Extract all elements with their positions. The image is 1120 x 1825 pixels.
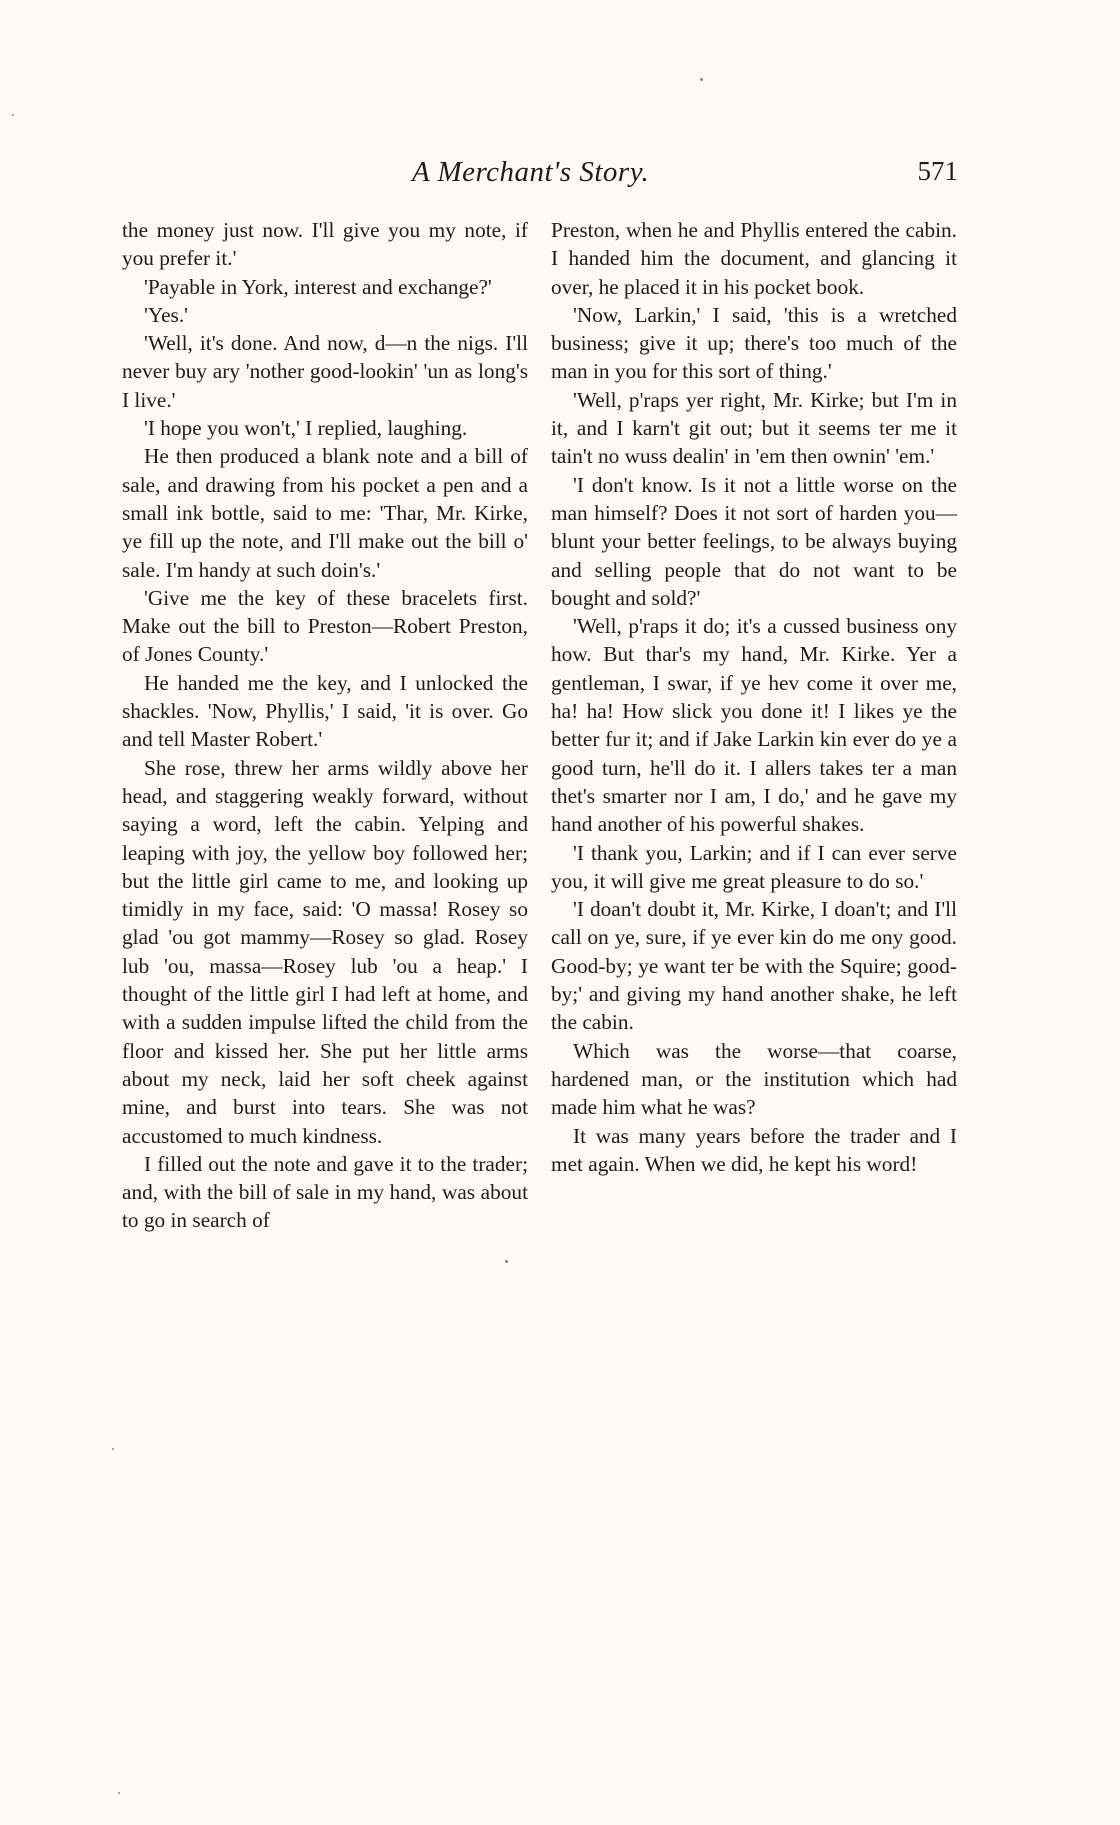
- running-head: [122, 156, 958, 196]
- paragraph: 'Well, it's done. And now, d—n the nigs. I'll never buy ary 'nother good-lookin' 'un as long's I live.': [122, 331, 528, 412]
- paragraph: 'Payable in York, interest and exchange?': [144, 274, 492, 299]
- paragraph: 'I don't know. Is it not a little worse on the man himself? Does it not sort of harden you—blunt your better feelings, to be always buying and selling people that do not want to be bought and sold?': [551, 472, 957, 610]
- right-column: [551, 216, 957, 1178]
- paragraph: He then produced a blank note and a bill of sale, and drawing from his pocket a pen and a small ink bottle, said to me: 'Thar, Mr. Kirke, ye fill up the note, and I'll make out the bill o' sale. I'm handy at such doin's.': [122, 444, 528, 582]
- paragraph: 'Well, p'raps yer right, Mr. Kirke; but I'm in it, and I karn't git out; but it seems ter me it tain't no wuss dealin' in 'em then ownin' 'em.': [551, 387, 957, 469]
- paragraph: 'I hope you won't,' I replied, laughing.: [144, 416, 468, 441]
- left-column: [122, 216, 528, 1235]
- paragraph: He handed me the key, and I unlocked the shackles. 'Now, Phyllis,' I said, 'it is over. Go and tell Master Robert.': [122, 670, 528, 752]
- paragraph: 'Give me the key of these bracelets first. Make out the bill to Preston—Robert Preston, of Jones County.': [122, 585, 528, 667]
- paragraph: 'Now, Larkin,' I said, 'this is a wretched business; give it up; there's too much of the man in you for this sort of thing.': [551, 302, 957, 384]
- page-number: 571: [917, 156, 958, 186]
- paragraph: the money just now. I'll give you my note, if you prefer it.': [122, 218, 528, 271]
- running-title: A Merchant's Story.: [412, 156, 650, 188]
- paragraph: Which was the worse—that coarse, hardened man, or the institution which had made him what he was?: [551, 1038, 957, 1120]
- paragraph: 'Yes.': [144, 302, 188, 327]
- scan-speck: [700, 78, 703, 81]
- paragraph: Preston, when he and Phyllis entered the cabin. I handed him the document, and glancing it over, he placed it in his pocket book.: [551, 218, 957, 299]
- paragraph: It was many years before the trader and I met again. When we did, he kept his word!: [551, 1123, 957, 1176]
- paragraph: 'Well, p'raps it do; it's a cussed business ony how. But thar's my hand, Mr. Kirke. Yer a gentleman, I swar, if ye hev come it over me, ha! ha! How slick you done it! I likes ye the better fur it; and if Jake Larkin kin ever do ye a good turn, he'll do it. I allers takes ter a man thet's smarter nor I am, I do,' and he gave my hand another of his powerful shakes.: [551, 614, 957, 837]
- scan-speck: [12, 114, 14, 116]
- paragraph: She rose, threw her arms wildly above her head, and staggering weakly forward, without saying a word, left the cabin. Yelping and leaping with joy, the yellow boy followed her; but the little girl came to me, and looking up timidly in my face, said: 'O massa! Rosey so glad 'ou got mammy—Rosey so glad. Rosey lub 'ou, massa—Rosey lub 'ou a heap.' I thought of the little girl I had left at home, and with a sudden impulse lifted the child from the floor and kissed her. She put her little arms about my neck, laid her soft cheek against mine, and burst into tears. She was not accustomed to much kindness.: [122, 755, 528, 1148]
- paragraph: I filled out the note and gave it to the trader; and, with the bill of sale in my hand, was about to go in search of: [122, 1151, 528, 1233]
- scan-speck: [118, 1792, 120, 1794]
- paragraph: 'I thank you, Larkin; and if I can ever serve you, it will give me great pleasure to do so.': [551, 840, 957, 893]
- paragraph: 'I doan't doubt it, Mr. Kirke, I doan't; and I'll call on ye, sure, if ye ever kin do me ony good. Good-by; ye want ter be with the Squire; good-by;' and giving my hand another shake, he left the cabin.: [551, 897, 957, 1035]
- scan-speck: [505, 1260, 508, 1263]
- scan-speck: [112, 1448, 114, 1450]
